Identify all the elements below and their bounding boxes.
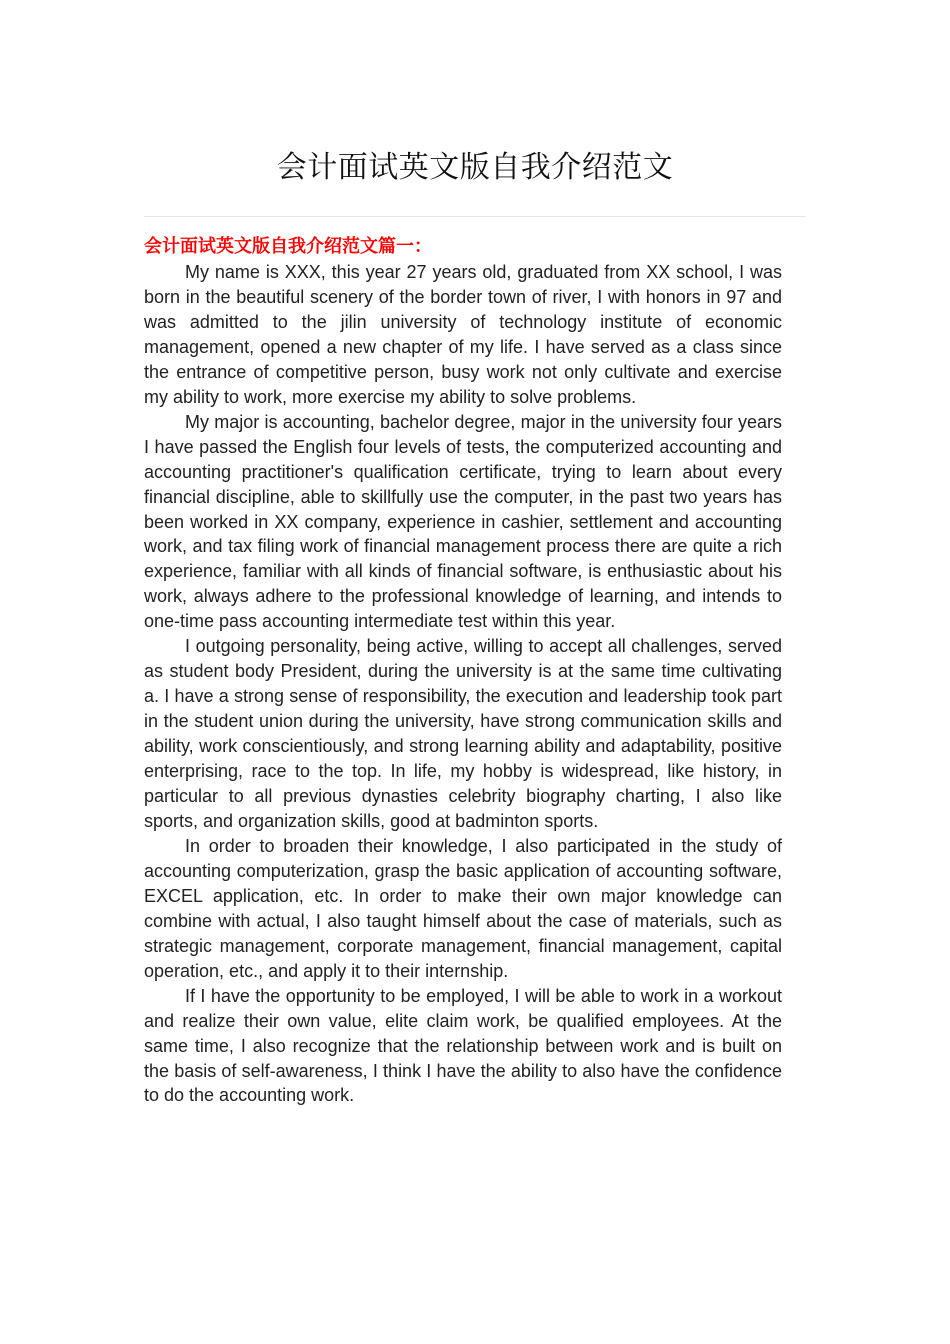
page-title: 会计面试英文版自我介绍范文 [276, 150, 674, 185]
paragraph-5: If I have the opportunity to be employed, I will be able to work in a workout and realize their own value, elite claim work, be qualified employees. At the same time, I also recognize that the relationship between work and is built on the basis of self-awareness, I think I have the ability to also have the confidence to do the accounting work. [144, 985, 782, 1106]
paragraph-2: My major is accounting, bachelor degree, major in the university four years I have passed the English four levels of tests, the computerized accounting and accounting practitioner's qualification certificate, trying to learn about every financial discipline, able to skillfully use the computer, in the past two years has been worked in XX company, experience in cashier, settlement and accounting work, and tax filing work of financial management process there are quite a rich experience, familiar with all kinds of financial software, is enthusiastic about his work, always adhere to the professional knowledge of learning, and intends to one-time pass accounting intermediate test within this year. [144, 411, 782, 632]
paragraph-3: I outgoing personality, being active, willing to accept all challenges, served as student body President, during the university is at the same time cultivating a. I have a strong sense of responsibility, the execution and leadership took part in the student union during the university, have strong communication skills and ability, work conscientiously, and strong learning ability and adaptability, positive enterprising, race to the top. In life, my hobby is widespread, like history, in particular to all previous dynasties celebrity biography charting, I also like sports, and organization skills, good at badminton sports. [144, 636, 782, 831]
paragraph-1: My name is XXX, this year 27 years old, graduated from XX school, I was born in the beautiful scenery of the border town of river, I with honors in 97 and was admitted to the jilin university of technology institute of economic management, opened a new chapter of my life. I have served as a class since the entrance of competitive person, busy work not only cultivate and exercise my ability to work, more exercise my ability to solve problems. [144, 262, 782, 407]
article-body [144, 234, 782, 1108]
section-heading: 会计面试英文版自我介绍范文篇一： [144, 236, 432, 257]
title-divider [144, 216, 806, 217]
paragraph-4: In order to broaden their knowledge, I also participated in the study of accounting computerization, grasp the basic application of accounting software, EXCEL application, etc. In order to make their own major knowledge can combine with actual, I also taught himself about the case of materials, such as strategic management, corporate management, financial management, capital operation, etc., and apply it to their internship. [144, 835, 782, 981]
